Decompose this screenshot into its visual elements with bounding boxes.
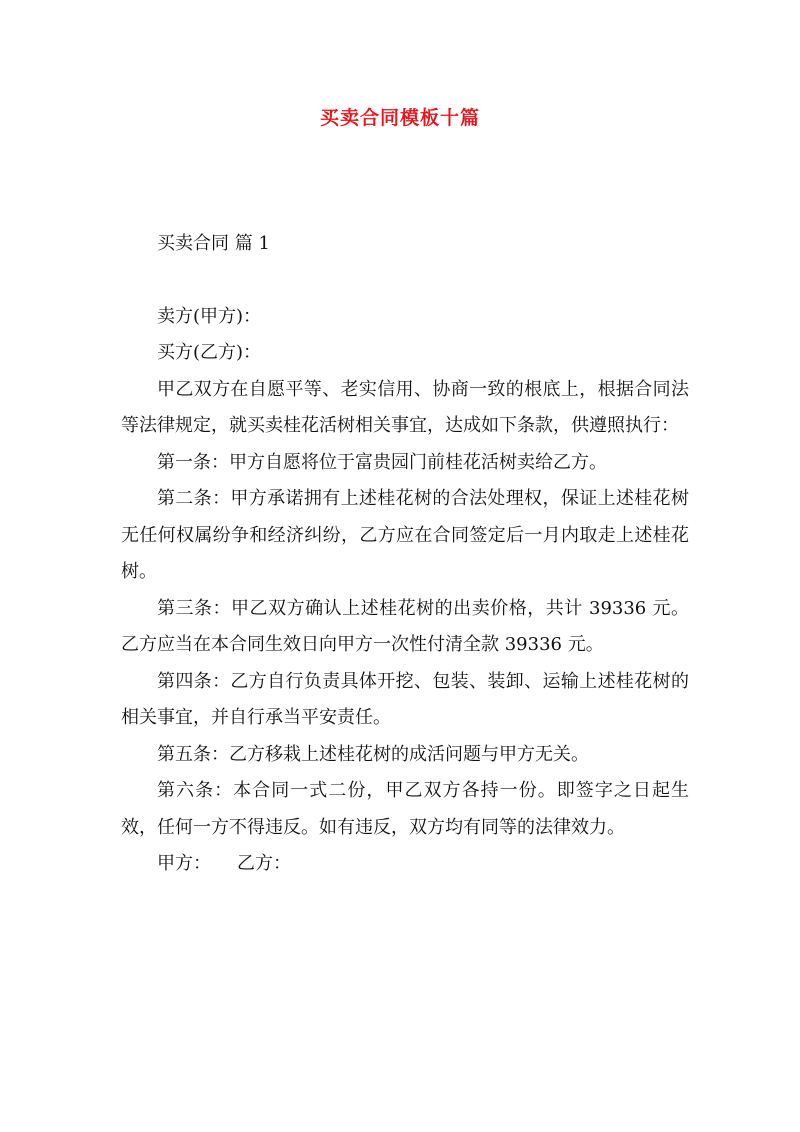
buyer-line: 买方(乙方)： — [157, 342, 262, 363]
article-5: 第五条：乙方移栽上述桂花树的成活问题与甲方无关。 — [157, 743, 589, 765]
article-2: 第二条：甲方承诺拥有上述桂花树的合法处理权，保证上述桂花树无任何权属纷争和经济纠纷，乙方应在合同签定后一月内取走上述桂花树。 — [121, 488, 689, 582]
intro-paragraph: 甲乙双方在自愿平等、老实信用、协商一致的根底上，根据合同法等法律规定，就买卖桂花活树相关事宜，达成如下条款，供遵照执行： — [121, 378, 689, 436]
document-body — [121, 226, 689, 883]
document-title: 买卖合同模板十篇 — [319, 107, 480, 129]
seller-line: 卖方(甲方)： — [157, 305, 262, 327]
signature-party-a: 甲方： — [157, 853, 211, 874]
article-3: 第三条：甲乙双方确认上述桂花树的出卖价格，共计 39336 元。乙方应当在本合同生效日向甲方一次性付清全款 39336 元。 — [121, 597, 689, 655]
article-1: 第一条：甲方自愿将位于富贵园门前桂花活树卖给乙方。 — [157, 451, 607, 473]
article-6: 第六条：本合同一式二份，甲乙双方各持一份。即签字之日起生效，任何一方不得违反。如有违反，双方均有同等的法律效力。 — [121, 780, 689, 838]
article-4: 第四条：乙方自行负责具体开挖、包装、装卸、运输上述桂花树的相关事宜，并自行承当平安责任。 — [121, 670, 689, 728]
signature-party-b: 乙方： — [237, 853, 291, 874]
section-title: 买卖合同 篇 1 — [157, 233, 270, 254]
signature-line — [121, 846, 689, 883]
